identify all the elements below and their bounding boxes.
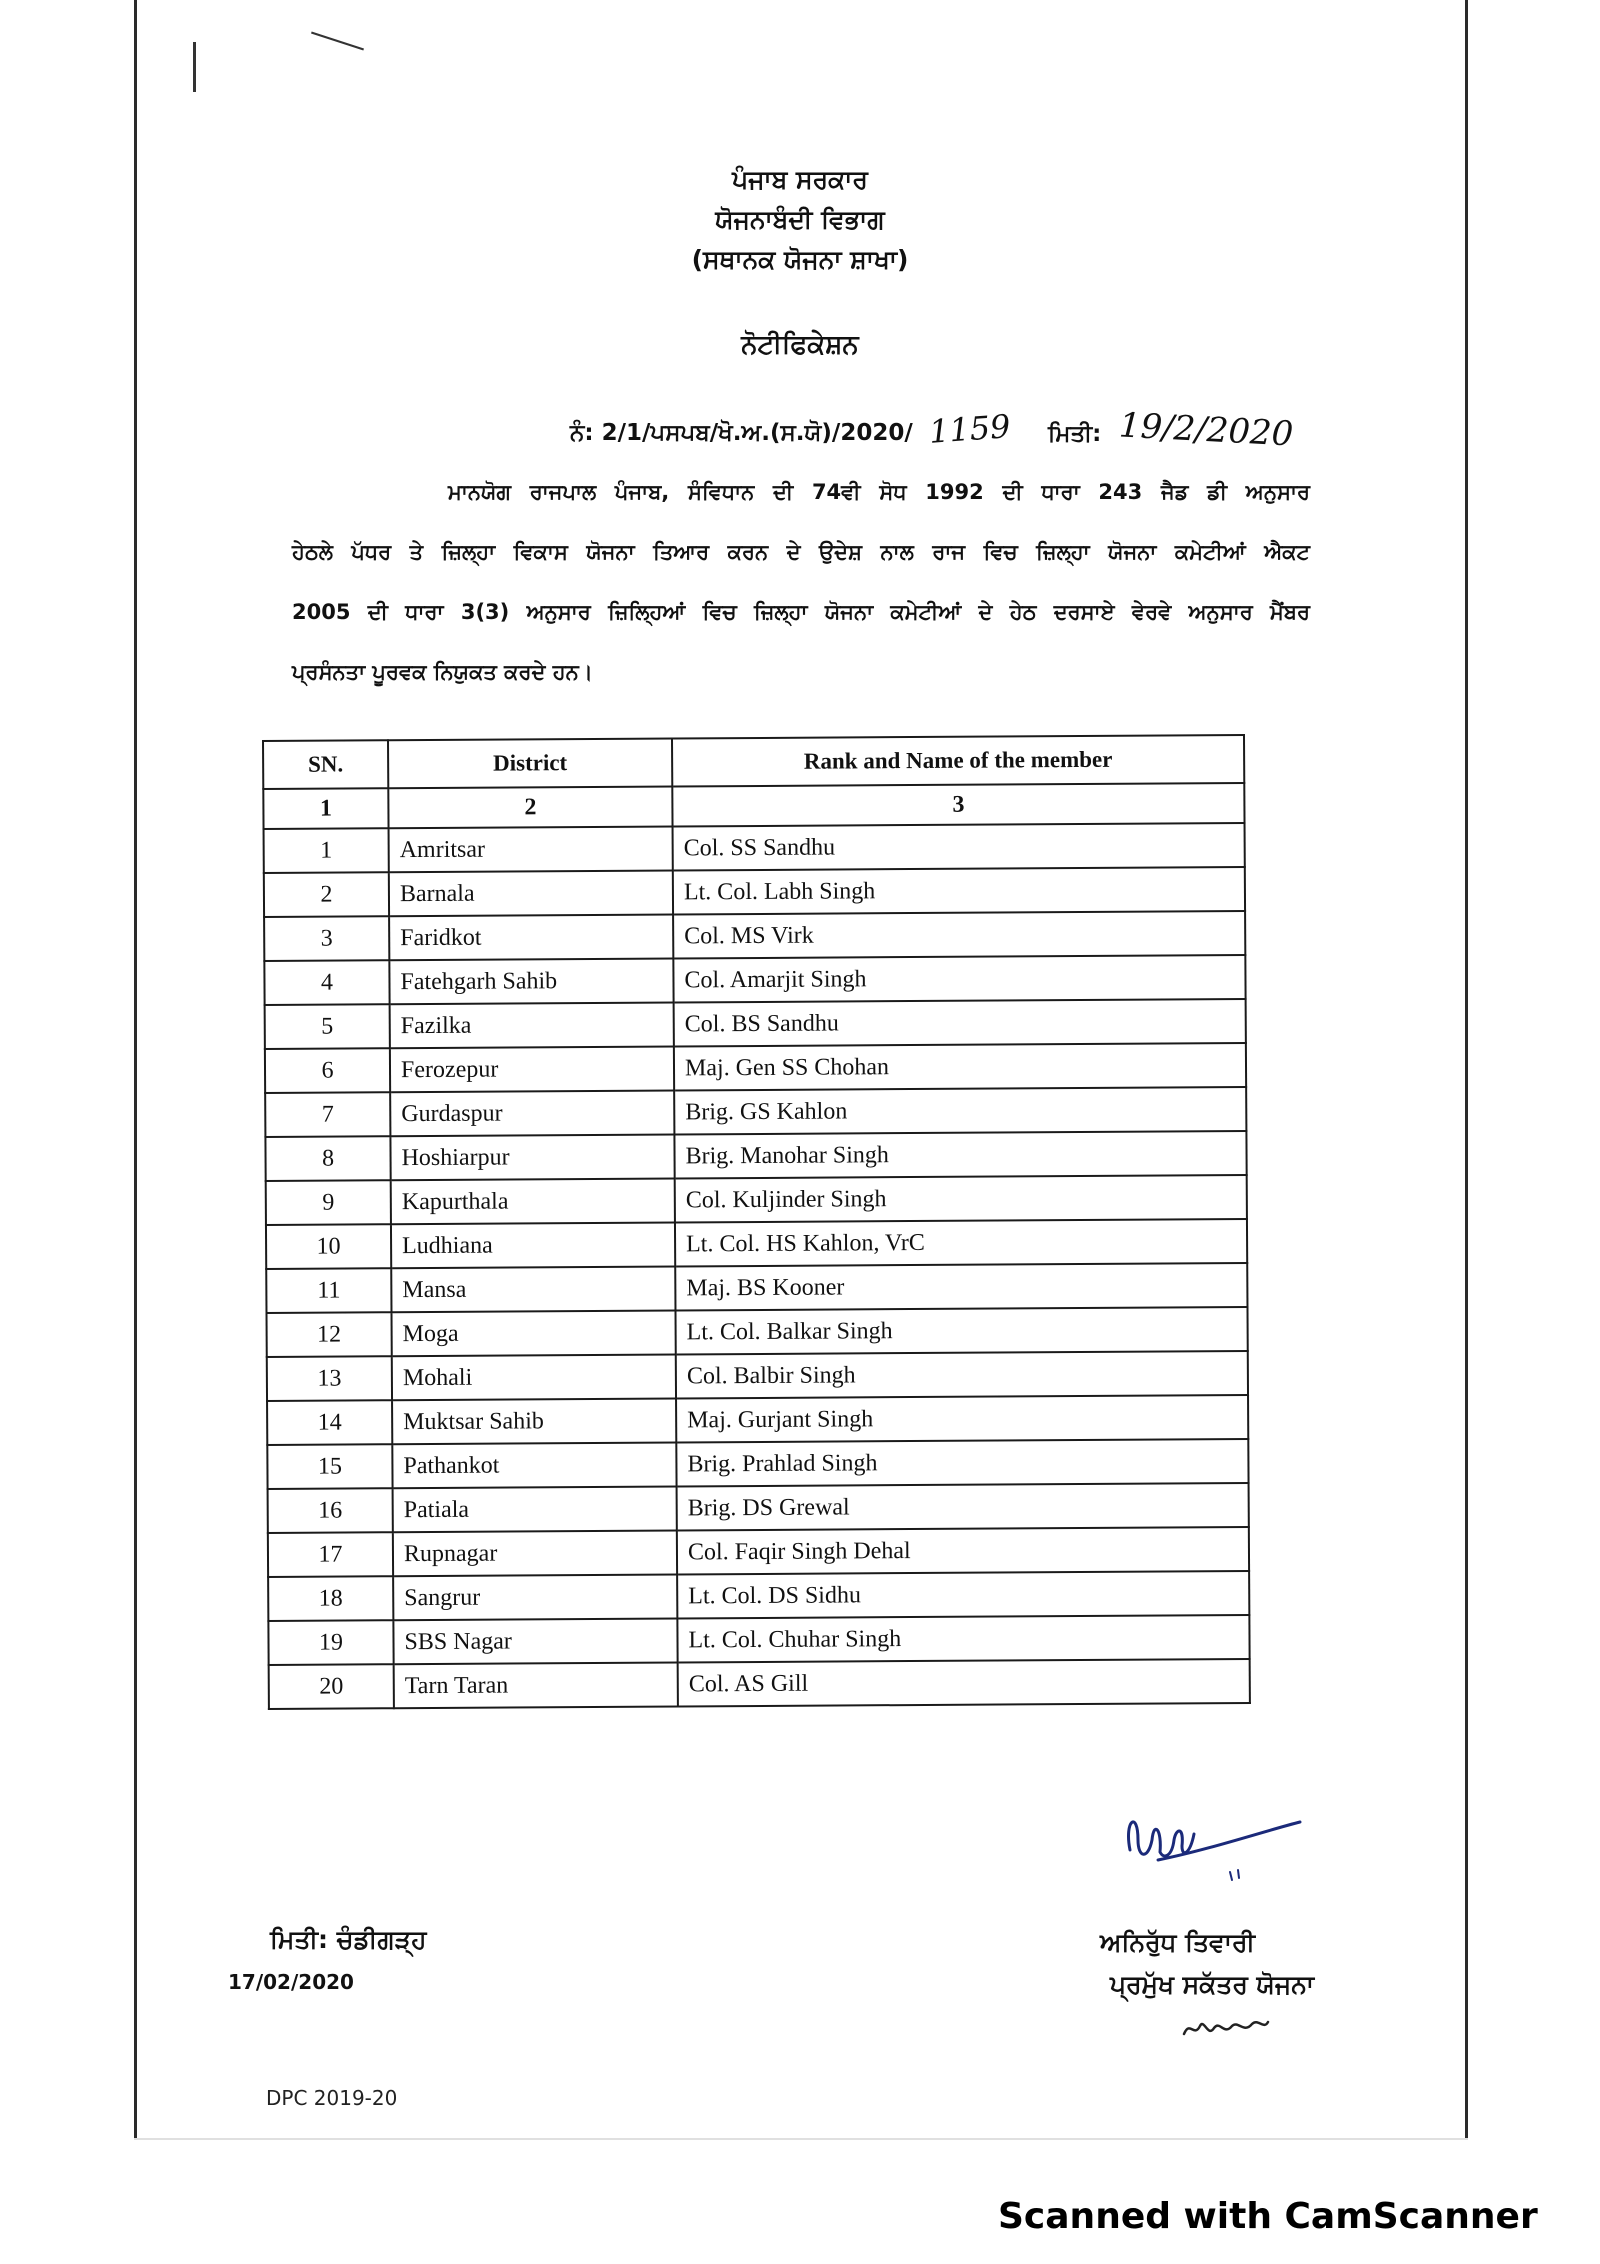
sn-cell: 8	[265, 1136, 390, 1181]
table-row	[266, 1175, 1247, 1225]
member-cell: Col. Amarjit Singh	[673, 955, 1245, 1002]
department-heading: ਪੰਜਾਬ ਸਰਕਾਰ	[732, 165, 868, 194]
branch-heading: (ਸਥਾਨਕ ਯੋਜਨਾ ਸ਼ਾਖਾ)	[691, 245, 909, 274]
column-number: 2	[388, 786, 672, 828]
member-cell: Lt. Col. Chuhar Singh	[677, 1615, 1249, 1662]
reference-number-text: ਨੰ: 2/1/ਪਸਪਬ/ਖੋ.ਅ.(ਸ.ਯੋ)/2020/	[570, 420, 913, 446]
sn-cell: 5	[265, 1004, 390, 1049]
district-cell: Tarn Taran	[394, 1662, 678, 1708]
reference-date	[1048, 405, 1295, 455]
sn-cell: 6	[265, 1048, 390, 1093]
table-row	[266, 1219, 1247, 1269]
district-cell: Ferozepur	[390, 1046, 674, 1092]
district-cell: Sangrur	[393, 1574, 677, 1620]
district-cell: Patiala	[393, 1486, 677, 1532]
sn-cell: 17	[268, 1532, 393, 1577]
member-cell: Col. SS Sandhu	[673, 823, 1245, 870]
document-code: DPC 2019-20	[266, 2086, 398, 2110]
district-cell: Amritsar	[389, 826, 673, 872]
member-cell: Lt. Col. HS Kahlon, VrC	[675, 1219, 1247, 1266]
table-row	[264, 911, 1245, 961]
district-cell: Rupnagar	[393, 1530, 677, 1576]
member-cell: Maj. Gen SS Chohan	[674, 1043, 1246, 1090]
sn-cell: 2	[264, 872, 389, 917]
handwritten-reference-number: 1159	[927, 407, 1012, 451]
signer-name: ਅਨਿਰੁੱਧ ਤਿਵਾਰੀ	[1100, 1928, 1256, 1957]
camscanner-watermark: Scanned with CamScanner	[998, 2196, 1538, 2237]
table-row	[265, 1087, 1246, 1137]
scan-page-edge-bottom	[134, 2138, 1468, 2140]
sn-cell: 16	[268, 1488, 393, 1533]
scan-page-edge-right	[1465, 0, 1468, 2140]
member-cell: Lt. Col. Balkar Singh	[675, 1307, 1247, 1354]
district-cell: Muktsar Sahib	[392, 1398, 676, 1444]
district-cell: SBS Nagar	[393, 1618, 677, 1664]
members-table	[262, 734, 1251, 1710]
sn-cell: 13	[267, 1356, 392, 1401]
sn-cell: 15	[267, 1444, 392, 1489]
table-row	[265, 1131, 1246, 1181]
table-row	[268, 1483, 1249, 1533]
member-cell: Lt. Col. Labh Singh	[673, 867, 1245, 914]
date-label: ਮਿਤੀ:	[1048, 421, 1102, 447]
sn-cell: 1	[264, 828, 389, 873]
table-row	[267, 1439, 1248, 1489]
sn-cell: 4	[264, 960, 389, 1005]
district-cell: Pathankot	[392, 1442, 676, 1488]
column-number-row	[263, 783, 1244, 829]
district-cell: Faridkot	[389, 914, 673, 960]
scan-mark	[311, 32, 364, 51]
header-member: Rank and Name of the member	[672, 735, 1244, 786]
member-cell: Maj. Gurjant Singh	[676, 1395, 1248, 1442]
table-row	[264, 867, 1245, 917]
table-row	[267, 1351, 1248, 1401]
sn-cell: 11	[266, 1268, 391, 1313]
sn-cell: 19	[268, 1620, 393, 1665]
member-cell: Col. AS Gill	[678, 1659, 1250, 1706]
member-cell: Col. Faqir Singh Dehal	[677, 1527, 1249, 1574]
header-district: District	[388, 738, 672, 788]
table-row	[266, 1263, 1247, 1313]
sn-cell: 3	[264, 916, 389, 961]
sn-cell: 9	[266, 1180, 391, 1225]
sn-cell: 7	[265, 1092, 390, 1137]
member-cell: Brig. Manohar Singh	[674, 1131, 1246, 1178]
member-cell: Brig. GS Kahlon	[674, 1087, 1246, 1134]
sn-cell: 14	[267, 1400, 392, 1445]
member-cell: Maj. BS Kooner	[675, 1263, 1247, 1310]
district-cell: Ludhiana	[391, 1222, 675, 1268]
reference-number	[570, 407, 1012, 451]
district-cell: Fatehgarh Sahib	[389, 958, 673, 1004]
table-row	[265, 999, 1246, 1049]
district-cell: Kapurthala	[391, 1178, 675, 1224]
sn-cell: 10	[266, 1224, 391, 1269]
sn-cell: 18	[268, 1576, 393, 1621]
table-row	[267, 1307, 1248, 1357]
handwritten-signature	[1118, 1800, 1308, 1890]
column-number: 1	[263, 788, 388, 829]
column-number: 3	[672, 783, 1244, 826]
district-cell: Barnala	[389, 870, 673, 916]
district-cell: Moga	[391, 1310, 675, 1356]
place-label: ਮਿਤੀ: ਚੰਡੀਗੜ੍ਹ	[270, 1925, 427, 1954]
notification-body	[292, 462, 1310, 702]
body-line: 2005 ਦੀ ਧਾਰਾ 3(3) ਅਨੁਸਾਰ ਜ਼ਿਲ੍ਹਿਆਂ ਵਿਚ ਜ਼ਿਲ੍ਹਾ ਯੋਜਨਾ ਕਮੇਟੀਆਂ ਦੇ ਹੇਠ ਦਰਸਾਏ ਵੇਰਵੇ ਅਨੁਸਾਰ ਮੈਂਬਰ	[292, 600, 1310, 624]
table-row	[265, 1043, 1246, 1093]
body-line: ਪ੍ਰਸੰਨਤਾ ਪੂਰਵਕ ਨਿਯੁਕਤ ਕਰਦੇ ਹਨ।	[292, 660, 593, 684]
table-row	[268, 1615, 1249, 1665]
table-row	[264, 823, 1245, 873]
district-cell: Gurdaspur	[390, 1090, 674, 1136]
member-cell: Col. Balbir Singh	[676, 1351, 1248, 1398]
district-cell: Fazilka	[390, 1002, 674, 1048]
member-cell: Brig. Prahlad Singh	[676, 1439, 1248, 1486]
district-cell: Mansa	[391, 1266, 675, 1312]
issue-date: 17/02/2020	[228, 1970, 354, 1994]
table-row	[264, 955, 1245, 1005]
body-line: ਮਾਨਯੋਗ ਰਾਜਪਾਲ ਪੰਜਾਬ, ਸੰਵਿਧਾਨ ਦੀ 74ਵੀ ਸੋਧ 1992 ਦੀ ਧਾਰਾ 243 ਜੈਡ ਡੀ ਅਨੁਸਾਰ	[448, 480, 1310, 504]
member-cell: Col. MS Virk	[673, 911, 1245, 958]
table-row	[267, 1395, 1248, 1445]
district-cell: Mohali	[392, 1354, 676, 1400]
sn-cell: 20	[269, 1664, 394, 1709]
header-sn: SN.	[263, 740, 388, 789]
member-cell: Lt. Col. DS Sidhu	[677, 1571, 1249, 1618]
member-cell: Col. BS Sandhu	[674, 999, 1246, 1046]
table-header-row	[263, 735, 1244, 789]
scan-page-edge-left	[134, 0, 137, 2140]
department-subheading: ਯੋਜਨਾਬੰਦੀ ਵਿਭਾਗ	[715, 205, 885, 234]
body-line: ਹੇਠਲੇ ਪੱਧਰ ਤੇ ਜ਼ਿਲ੍ਹਾ ਵਿਕਾਸ ਯੋਜਨਾ ਤਿਆਰ ਕਰਨ ਦੇ ਉਦੇਸ਼ ਨਾਲ ਰਾਜ ਵਿਚ ਜ਼ਿਲ੍ਹਾ ਯੋਜਨਾ ਕਮੇਟੀਆਂ ਐਕਟ	[292, 540, 1310, 564]
scan-mark	[193, 42, 196, 92]
table-row	[269, 1659, 1250, 1709]
notification-title: ਨੋਟੀਫਿਕੇਸ਼ਨ	[741, 330, 859, 360]
table-row	[268, 1527, 1249, 1577]
sn-cell: 12	[267, 1312, 392, 1357]
table-row	[268, 1571, 1249, 1621]
signer-title: ਪ੍ਰਮੁੱਖ ਸਕੱਤਰ ਯੋਜਨਾ	[1110, 1970, 1314, 1999]
handwritten-initials	[1180, 2012, 1270, 2042]
member-cell: Col. Kuljinder Singh	[675, 1175, 1247, 1222]
district-cell: Hoshiarpur	[390, 1134, 674, 1180]
member-cell: Brig. DS Grewal	[677, 1483, 1249, 1530]
handwritten-date: 19/2/2020	[1118, 405, 1295, 455]
